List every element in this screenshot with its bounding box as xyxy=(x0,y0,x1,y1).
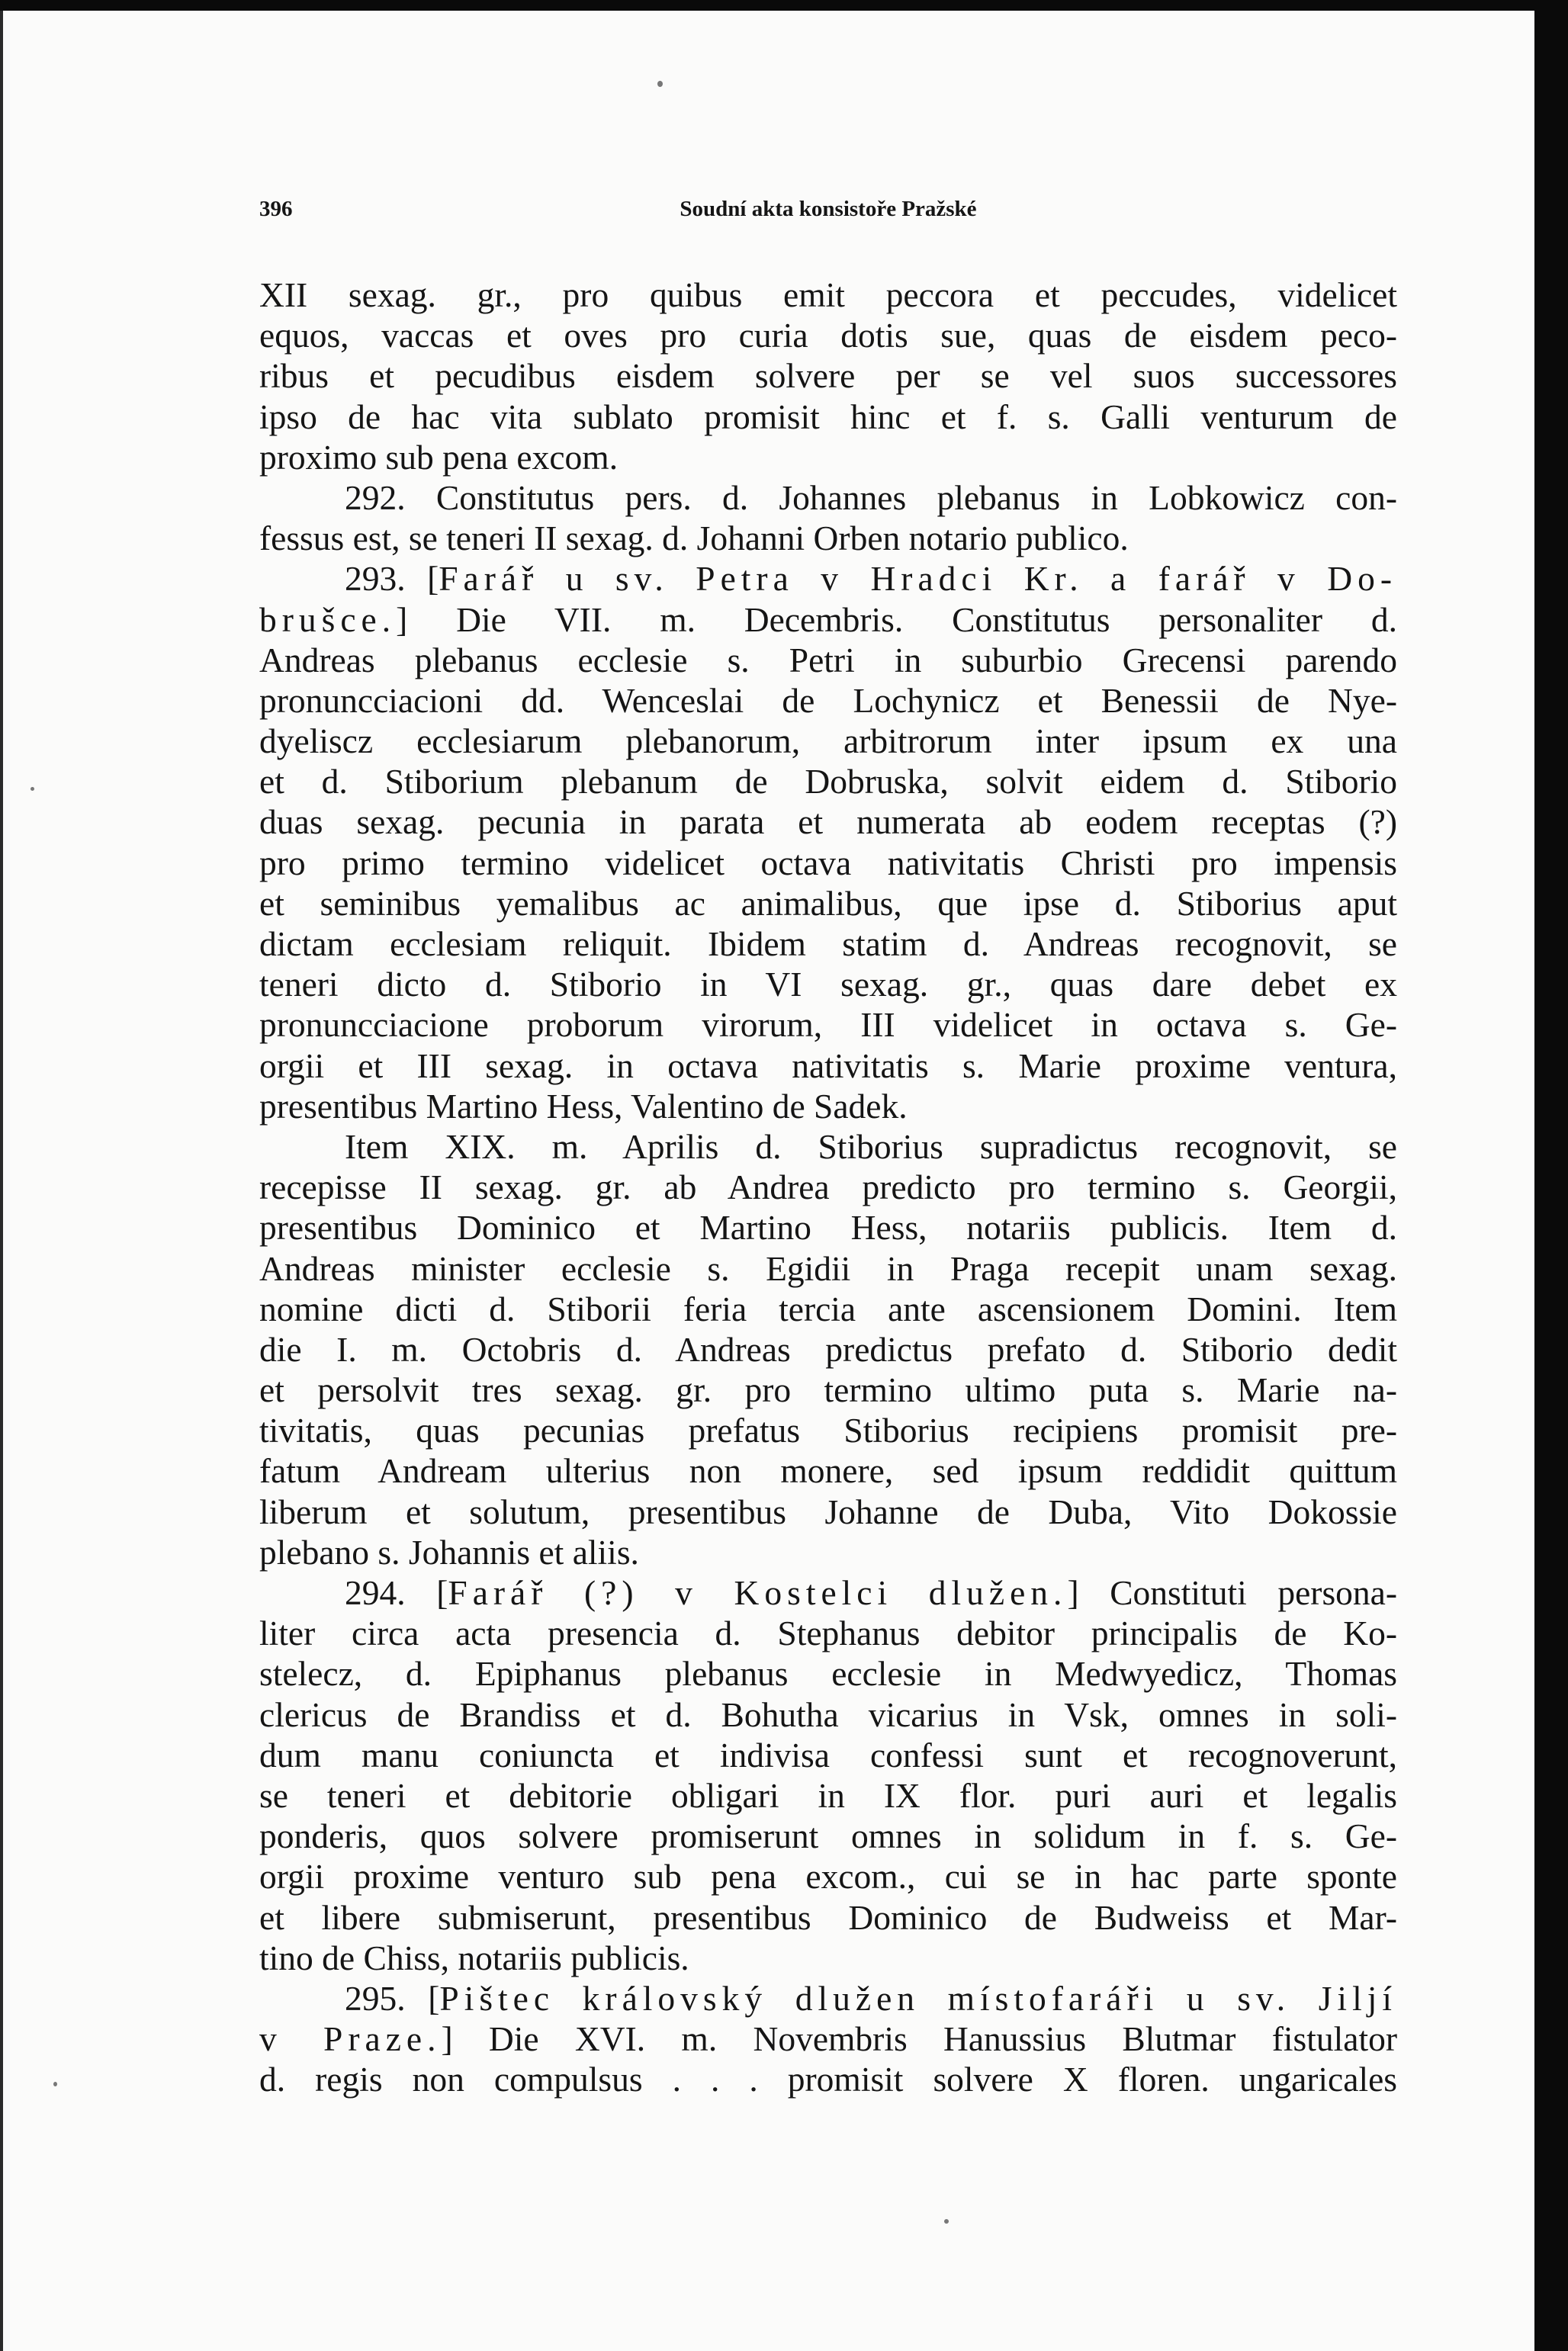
text-segment: Andreas plebanus ecclesie s. Petri in suburbio Grecensi parendo xyxy=(259,640,1397,679)
text-line xyxy=(259,1613,1397,1653)
text-segment: orgii proxime venturo sub pena excom., cui se in hac parte sponte xyxy=(259,1857,1397,1897)
scan-speck xyxy=(53,2082,57,2086)
page-header xyxy=(259,197,1397,230)
text-line xyxy=(259,1532,1397,1572)
text-line xyxy=(259,1207,1397,1248)
text-segment: fatum Andream ulterius non monere, sed ipsum reddidit quittum xyxy=(259,1451,1397,1491)
text-line xyxy=(259,477,1397,518)
text-line xyxy=(259,843,1397,883)
text-segment: 294. [ xyxy=(345,1573,448,1612)
text-line xyxy=(259,1572,1397,1613)
text-segment: orgii et III sexag. in octava nativitatis s. Marie proxime ventura, xyxy=(259,1045,1397,1085)
text-segment: nomine dicti d. Stiborii feria tercia ante ascensionem Domini. Item xyxy=(259,1289,1397,1328)
text-segment: 295. [ xyxy=(345,1978,440,2018)
text-line xyxy=(259,397,1397,437)
spaced-heading-text: brušce. xyxy=(259,599,397,639)
text-line xyxy=(259,1653,1397,1694)
text-segment: pronuncciacione proborum virorum, III videlicet in octava s. Ge- xyxy=(259,1005,1397,1045)
text-segment: ribus et pecudibus eisdem solvere per se vel suos successores xyxy=(259,356,1397,396)
text-segment: d. regis non compulsus . . . promisit solvere X floren. ungaricales xyxy=(259,2060,1397,2099)
spaced-heading-text: v Praze. xyxy=(259,2019,442,2059)
text-segment: proximo sub pena excom. xyxy=(259,437,619,477)
text-segment: et seminibus yemalibus ac animalibus, que ipse d. Stiborius aput xyxy=(259,883,1397,923)
text-line xyxy=(259,1329,1397,1370)
text-segment: teneri dicto d. Stiborio in VI sexag. gr., quas dare debet ex xyxy=(259,965,1397,1004)
text-line xyxy=(259,1126,1397,1167)
text-line xyxy=(259,883,1397,923)
text-line xyxy=(259,1816,1397,1856)
running-title: Soudní akta konsistoře Pražské xyxy=(680,197,977,221)
text-segment: fessus est, se teneri II sexag. d. Johanni Orben notario publico. xyxy=(259,519,1129,558)
text-line xyxy=(259,1897,1397,1938)
text-line xyxy=(259,1856,1397,1897)
text-line xyxy=(259,1694,1397,1735)
text-segment: Andreas minister ecclesie s. Egidii in Praga recepit unam sexag. xyxy=(259,1248,1397,1288)
scan-speck xyxy=(31,787,34,791)
text-line xyxy=(259,640,1397,680)
text-segment: pronuncciacioni dd. Wenceslai de Lochynicz et Benessii de Nye- xyxy=(259,680,1397,720)
text-line xyxy=(259,680,1397,721)
text-segment: clericus de Brandiss et d. Bohutha vicarius in Vsk, omnes in soli- xyxy=(259,1694,1397,1734)
text-segment: tino de Chiss, notariis publicis. xyxy=(259,1938,689,1977)
page-number: 396 xyxy=(259,197,293,221)
text-line xyxy=(259,355,1397,396)
text-line xyxy=(259,1167,1397,1207)
text-line xyxy=(259,437,1397,477)
text-segment: equos, vaccas et oves pro curia dotis sue, quas de eisdem peco- xyxy=(259,316,1397,355)
text-segment: dictam ecclesiam reliquit. Ibidem statim d. Andreas recognovit, se xyxy=(259,924,1397,963)
text-segment: se teneri et debitorie obligari in IX flor. puri auri et legalis xyxy=(259,1775,1397,1815)
text-segment: et persolvit tres sexag. gr. pro termino ultimo puta s. Marie na- xyxy=(259,1370,1397,1410)
text-line xyxy=(259,518,1397,558)
text-line xyxy=(259,1370,1397,1410)
text-segment: recepisse II sexag. gr. ab Andrea predicto pro termino s. Georgii, xyxy=(259,1167,1397,1207)
text-segment: pro primo termino videlicet octava nativitatis Christi pro impensis xyxy=(259,843,1397,882)
text-line xyxy=(259,1410,1397,1450)
scan-edge-top xyxy=(0,0,1568,11)
text-segment: ponderis, quos solvere promiserunt omnes in solidum in f. s. Ge- xyxy=(259,1816,1397,1856)
text-segment: liberum et solutum, presentibus Johanne de Duba, Vito Dokossie xyxy=(259,1492,1397,1531)
text-line xyxy=(259,1978,1397,2019)
text-segment: 293. [ xyxy=(345,559,439,599)
text-line xyxy=(259,801,1397,842)
spaced-heading-text: Farář (?) v Kostelci dlužen. xyxy=(448,1573,1068,1612)
text-segment: stelecz, d. Epiphanus plebanus ecclesie in Medwyedicz, Thomas xyxy=(259,1654,1397,1694)
text-segment: die I. m. Octobris d. Andreas predictus prefato d. Stiborio dedit xyxy=(259,1329,1397,1369)
text-line xyxy=(259,1289,1397,1329)
text-segment: dyeliscz ecclesiarum plebanorum, arbitrorum inter ipsum ex una xyxy=(259,721,1397,761)
text-line xyxy=(259,721,1397,761)
text-segment: presentibus Martino Hess, Valentino de Sadek. xyxy=(259,1086,908,1126)
text-segment: tivitatis, quas pecunias prefatus Stiborius recipiens promisit pre- xyxy=(259,1411,1397,1450)
text-segment: 292. Constitutus pers. d. Johannes plebanus in Lobkowicz con- xyxy=(345,477,1397,517)
body-text xyxy=(259,275,1397,2099)
text-line xyxy=(259,1492,1397,1532)
text-segment: ] Constituti persona- xyxy=(1067,1573,1397,1612)
text-segment: duas sexag. pecunia in parata et numerata ab eodem receptas (?) xyxy=(259,802,1397,842)
text-line xyxy=(259,1004,1397,1045)
text-line xyxy=(259,558,1397,599)
scan-speck xyxy=(657,81,663,87)
spaced-heading-text: Pištec královský dlužen místofaráři u sv. Jiljí xyxy=(439,1978,1397,2018)
text-segment: plebano s. Johannis et aliis. xyxy=(259,1532,639,1572)
text-line xyxy=(259,1938,1397,1978)
text-segment: ] Die VII. m. Decembris. Constitutus personaliter d. xyxy=(396,599,1397,639)
text-segment: ] Die XVI. m. Novembris Hanussius Blutmar fistulator xyxy=(441,2019,1398,2059)
text-segment: Item XIX. m. Aprilis d. Stiborius supradictus recognovit, se xyxy=(345,1126,1397,1166)
text-line xyxy=(259,315,1397,355)
text-segment: et d. Stiborium plebanum de Dobruska, solvit eidem d. Stiborio xyxy=(259,762,1397,801)
scan-speck xyxy=(944,2219,949,2224)
text-line xyxy=(259,2059,1397,2099)
spaced-heading-text: Farář u sv. Petra v Hradci Kr. a farář v Do- xyxy=(439,559,1397,599)
text-segment: dum manu coniuncta et indivisa confessi sunt et recognoverunt, xyxy=(259,1735,1397,1774)
text-segment: XII sexag. gr., pro quibus emit peccora et peccudes, videlicet xyxy=(259,275,1397,314)
text-line xyxy=(259,761,1397,801)
text-line xyxy=(259,2019,1397,2059)
text-line xyxy=(259,275,1397,315)
text-line xyxy=(259,964,1397,1004)
text-line xyxy=(259,1450,1397,1491)
text-segment: et libere submiserunt, presentibus Dominico de Budweiss et Mar- xyxy=(259,1897,1397,1937)
text-line xyxy=(259,1775,1397,1816)
text-line xyxy=(259,923,1397,964)
text-line xyxy=(259,1086,1397,1126)
text-line xyxy=(259,1045,1397,1086)
text-line xyxy=(259,1248,1397,1289)
text-segment: ipso de hac vita sublato promisit hinc et f. s. Galli venturum de xyxy=(259,397,1397,436)
text-line xyxy=(259,599,1397,640)
text-segment: liter circa acta presencia d. Stephanus debitor principalis de Ko- xyxy=(259,1614,1397,1653)
text-segment: presentibus Dominico et Martino Hess, notariis publicis. Item d. xyxy=(259,1208,1397,1248)
text-line xyxy=(259,1735,1397,1775)
scan-edge-right xyxy=(1534,0,1568,2351)
